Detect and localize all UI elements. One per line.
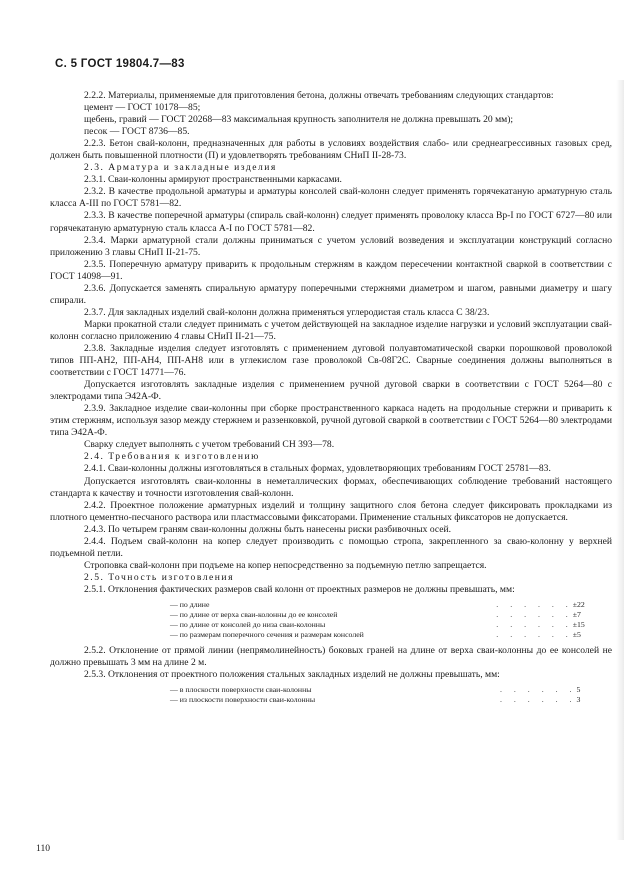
dot-leader: . . . . . . xyxy=(496,599,573,609)
table-row xyxy=(170,695,606,705)
tolerance-table-dimensions-wrap xyxy=(50,600,612,640)
dot-leader: . . . . . . xyxy=(500,695,577,705)
table-row xyxy=(170,610,612,620)
paragraph-2-4-1: 2.4.1. Сваи-колонны должны изготовляться в стальных формах, удовлетворяющих требованиям ГОСТ 25781—83. xyxy=(84,463,551,475)
table-row xyxy=(170,620,612,630)
tolerance-table-embedded xyxy=(170,685,606,705)
dot-leader: . . . . . . xyxy=(496,609,573,619)
paragraph-2-3-6: 2.3.6. Допускается заменять спиральную арматуру поперечными стержнями диаметром и шагом, равными диаметру и шагу спирали. xyxy=(50,282,612,306)
body-text xyxy=(50,90,612,710)
paragraph-2-5-2: 2.5.2. Отклонение от прямой линии (непрямолинейность) боковых граней на длине от верха сваи-колонны до ее консолей не должно превышать 3 мм на длине 2 м. xyxy=(50,644,612,669)
paragraph-slinging: Строповка свай-колонн при подъеме на копер непосредственно за подъемную петлю запрещается. xyxy=(84,559,487,571)
table-row xyxy=(170,630,612,640)
row-value: ±15 xyxy=(572,619,585,629)
paragraph-2-3-5: 2.3.5. Поперечную арматуру приварить к продольным стержням в каждом пересечении контактной сваркой в соответствии с ГОСТ 14098—91. xyxy=(50,258,612,282)
row-value: ±5 xyxy=(572,629,581,639)
section-heading-2-5: 2.5. Точность изготовления xyxy=(84,571,234,583)
table-row xyxy=(170,600,612,610)
paragraph-2-3-3: 2.3.3. В качестве поперечной арматуры (спираль свай-колонн) следует применять проволоку класса Вр-I по ГОСТ 6727—80 или горячекатаную арматурную сталь класса А-I по ГОСТ 5781—82. xyxy=(50,210,612,234)
paragraph-2-3-4: 2.3.4. Марки арматурной стали должны приниматься с учетом условий возведения и эксплуатации конструкций согласно приложению 3 главы СНиП II-21-75. xyxy=(50,234,612,258)
paragraph-2-5-3: 2.5.3. Отклонения от проектного положения стальных закладных изделий не должны превышать, мм: xyxy=(84,669,500,681)
row-value: 5 xyxy=(576,685,581,695)
paragraph-cement: цемент — ГОСТ 10178—85; xyxy=(84,102,201,114)
scan-edge-shadow xyxy=(616,80,624,840)
paragraph-nonmetal-forms: Допускается изготовлять сваи-колонны в неметаллических формах, обеспечивающих соблюдение требований настоящего стандарта к качеству и точности изготовления свай-колонн. xyxy=(50,475,612,499)
paragraph-gravel: щебень, гравий — ГОСТ 20268—83 максимальная крупность заполнителя не должна превышать 20 мм); xyxy=(84,114,514,126)
paragraph-welding-sn: Сварку следует выполнять с учетом требований СН 393—78. xyxy=(84,439,335,451)
paragraph-sand: песок — ГОСТ 8736—85. xyxy=(84,126,190,138)
row-label: — в плоскости поверхности сваи-колонны xyxy=(170,685,312,695)
paragraph-2-3-9: 2.3.9. Закладное изделие сваи-колонны при сборке пространственного каркаса надеть на продольные стержни и приварить к этим стержням, используя зазор между стержнем и раззенковкой, ручной дуговой сваркой в соответствии с ГОСТ 5264—80 электродами типа Э42А-Ф. xyxy=(50,403,612,439)
row-label: — по длине от консолей до низа сваи-колонны xyxy=(170,619,326,629)
paragraph-2-3-2: 2.3.2. В качестве продольной арматуры и арматуры консолей свай-колонн следует применять горячекатаную арматурную сталь класса А-III по ГОСТ 5781—82. xyxy=(50,186,612,210)
tolerance-table-dimensions xyxy=(170,600,612,640)
paragraph-manual-welding: Допускается изготовлять закладные изделия с применением ручной дуговой сварки в соответствии с ГОСТ 5264—80 с электродами типа Э42А-Ф. xyxy=(50,379,612,403)
paragraph-2-3-1: 2.3.1. Сваи-колонны армируют пространственными каркасами. xyxy=(84,174,342,186)
row-label: — по длине xyxy=(170,599,210,609)
row-label: — по длине от верха сваи-колонны до ее консолей xyxy=(170,609,338,619)
paragraph-2-4-4: 2.4.4. Подъем свай-колонн на копер следует производить с помощью стропа, закрепленного за сваю-колонну у верхней подъемной петли. xyxy=(50,535,612,559)
paragraph-2-2-3: 2.2.3. Бетон свай-колонн, предназначенных для работы в условиях воздействия слабо- или среднеагрессивных газовых сред, должен быть повышенной плотности (П) и удовлетворять требованиям СНиП II-28-73. xyxy=(50,138,612,162)
paragraph-2-4-2: 2.4.2. Проектное положение арматурных изделий и толщину защитного слоя бетона следует фиксировать прокладками из плотного цементно-песчаного раствора или пластмассовыми фиксаторами. Применение стальных фиксаторов не допускается. xyxy=(50,499,612,523)
section-heading-2-3: 2.3. Арматура и закладные изделия xyxy=(84,162,277,174)
row-value: ±7 xyxy=(572,609,581,619)
dot-leader: . . . . . . xyxy=(500,685,577,695)
paragraph-2-2-2: 2.2.2. Материалы, применяемые для приготовления бетона, должны отвечать требованиям следующих стандартов: xyxy=(84,90,554,101)
tolerance-table-embedded-wrap xyxy=(50,685,612,705)
dot-leader: . . . . . . xyxy=(496,619,573,629)
table-row xyxy=(170,685,606,695)
row-label: — по размерам поперечного сечения и размерам консолей xyxy=(170,629,364,639)
paragraph-steel-grades: Марки прокатной стали следует принимать с учетом действующей на закладное изделие нагрузки и условий эксплуатации свай-колонн согласно приложению 4 главы СНиП II-21—75. xyxy=(50,318,612,342)
page-header: С. 5 ГОСТ 19804.7—83 xyxy=(55,58,185,70)
dot-leader: . . . . . . xyxy=(496,629,573,639)
section-heading-2-4: 2.4. Требования к изготовлению xyxy=(84,451,260,463)
row-label: — из плоскости поверхности сваи-колонны xyxy=(170,695,316,705)
paragraph-2-3-8: 2.3.8. Закладные изделия следует изготовлять с применением дуговой полуавтоматической сварки порошковой проволокой типов ПП-АН2, ПП-АН4, ПП-АН8 или в углекислом газе проволокой Св-08Г2С. Сварные соединения должны выполняться в соответствии с ГОСТ 14771—76. xyxy=(50,342,612,379)
row-value: 3 xyxy=(576,695,581,705)
row-value: ±22 xyxy=(572,599,585,609)
paragraph-2-5-1: 2.5.1. Отклонения фактических размеров свай колонн от проектных размеров не должны превышать, мм: xyxy=(84,583,515,595)
page-number: 110 xyxy=(36,843,51,854)
paragraph-2-4-3: 2.4.3. По четырем граням сваи-колонны должны быть нанесены риски разбивочных осей. xyxy=(84,523,452,535)
paragraph-2-3-7: 2.3.7. Для закладных изделий свай-колонн должна применяться углеродистая сталь класса С 38/23. xyxy=(84,306,490,318)
